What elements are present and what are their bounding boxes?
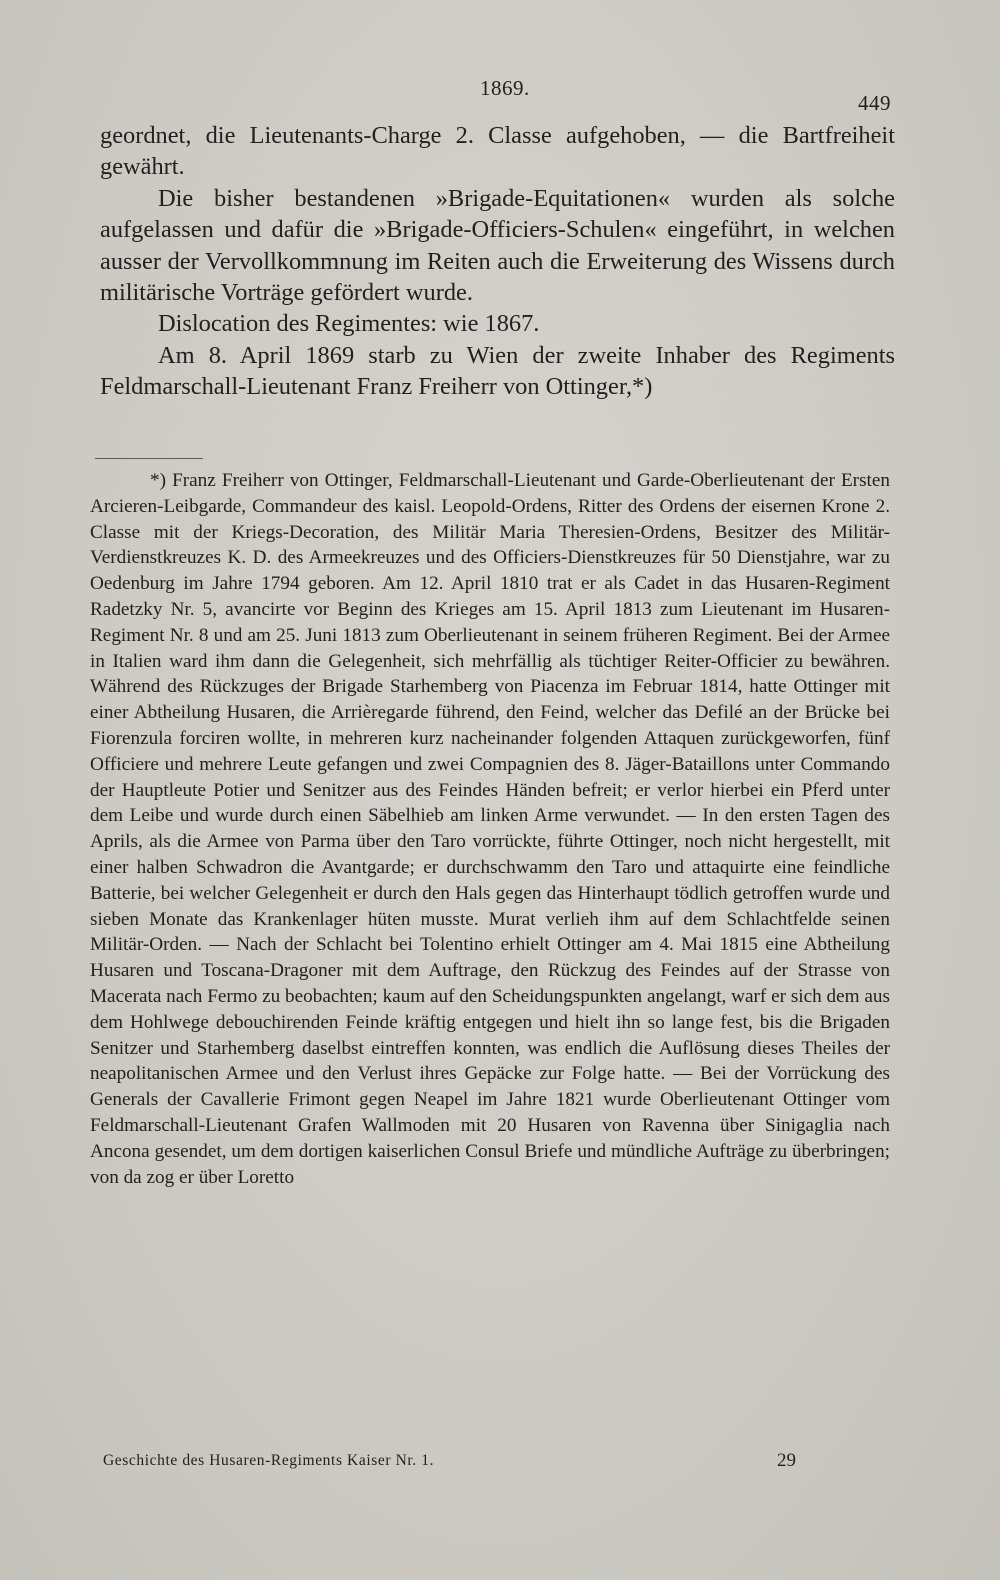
running-header [0,76,1000,116]
header-year: 1869. [480,76,530,100]
sheet-number: 29 [777,1450,796,1471]
footnote-text: *) Franz Freiherr von Ottinger, Feldmarschall-Lieutenant und Garde-Oberlieutenant der Ersten Arcieren-Leibgarde, Commandeur des kaisl. Leopold-Ordens, Ritter des Ordens der eisernen Krone 2. Classe mit der Kriegs-Decoration, des Militär Maria Theresien-Ordens, Besitzer des Militär-Verdienstkreuzes K. D. des Armeekreuzes und des Officiers-Dienstkreuzes für 50 Dienstjahre, war zu Oedenburg im Jahre 1794 geboren. Am 12. April 1810 trat er als Cadet in das Husaren-Regiment Radetzky Nr. 5, avancirte vor Beginn des Krieges am 15. April 1813 zum Lieutenant im Husaren-Regiment Nr. 8 und am 25. Juni 1813 zum Oberlieutenant in seinem früheren Regiment. Bei der Armee in Italien ward ihm dann die Gelegenheit, sich mehrfällig als tüchtiger Reiter-Officier zu bewähren. Während des Rückzuges der Brigade Starhemberg von Piacenza im Februar 1814, hatte Ottinger mit einer Abtheilung Husaren, die Arrièregarde führend, den Feind, welcher das Defilé an der Brücke bei Fiorenzula forciren wollte, in mehreren kurz nacheinander folgenden Attaquen zurückgeworfen, fünf Officiere und mehrere Leute gefangen und zwei Compagnien des 8. Jäger-Bataillons unter Commando der Hauptleute Potier und Senitzer aus des Feindes Händen befreit; er verlor hierbei ein Pferd unter dem Leibe und wurde durch einen Säbelhieb am linken Arme verwundet. — In den ersten Tagen des Aprils, als die Armee von Parma über den Taro vorrückte, führte Ottinger, noch nicht hergestellt, mit einer halben Schwadron die Avantgarde; er durchschwamm den Taro und attaquirte eine feindliche Batterie, bei welcher Gelegenheit er durch den Hals gegen das Hinterhaupt tödlich getroffen wurde und sieben Monate das Krankenlager hüten musste. Murat verlieh ihm auf dem Schlachtfelde seinen Militär-Orden. — Nach der Schlacht bei Tolentino erhielt Ottinger am 4. Mai 1815 eine Abtheilung Husaren und Toscana-Dragoner mit dem Auftrage, den Rückzug des Feindes auf der Strasse von Macerata nach Fermo zu beobachten; kaum auf den Scheidungspunkten angelangt, warf er sich dem aus dem Hohlwege debouchirenden Feinde kräftig entgegen und hielt ihn so lange fest, bis die Brigaden Senitzer und Starhemberg daselbst eintreffen konnten, was endlich die Auflösung dieses Theiles der neapolitanischen Armee und den Verlust ihres Gepäcke zur Folge hatte. — Bei der Vorrückung des Generals der Cavallerie Frimont gegen Neapel im Jahre 1821 wurde Oberlieutenant Ottinger vom Feldmarschall-Lieutenant Grafen Wallmoden mit 20 Husaren von Ravenna über Sinigaglia nach Ancona gesendet, um dem dortigen kaiserlichen Consul Briefe und mündliche Aufträge zu überbringen; von da zog er über Loretto [90,470,890,1188]
main-text [100,120,895,403]
paragraph: Am 8. April 1869 starb zu Wien der zweite Inhaber des Regiments Feldmarschall-Lieutenant Franz Freiherr von Ottinger,*) [100,341,895,401]
paragraph: Die bisher bestandenen »Brigade-Equitationen« wurden als solche aufgelassen und dafür die »Brigade-Officiers-Schulen« eingeführt, in welchen ausser der Vervollkommnung im Reiten auch die Erweiterung des Wissens durch militärische Vorträge gefördert wurde. [100,184,895,307]
paragraph: geordnet, die Lieutenants-Charge 2. Classe aufgehoben, — die Bartfreiheit gewährt. [100,122,895,181]
printer-signature: Geschichte des Husaren-Regiments Kaiser Nr. 1. [103,1452,435,1469]
page-number: 449 [858,91,891,115]
footnote [90,468,890,1190]
paragraph: Dislocation des Regimentes: wie 1867. [158,310,540,338]
footnote-rule [95,458,203,459]
